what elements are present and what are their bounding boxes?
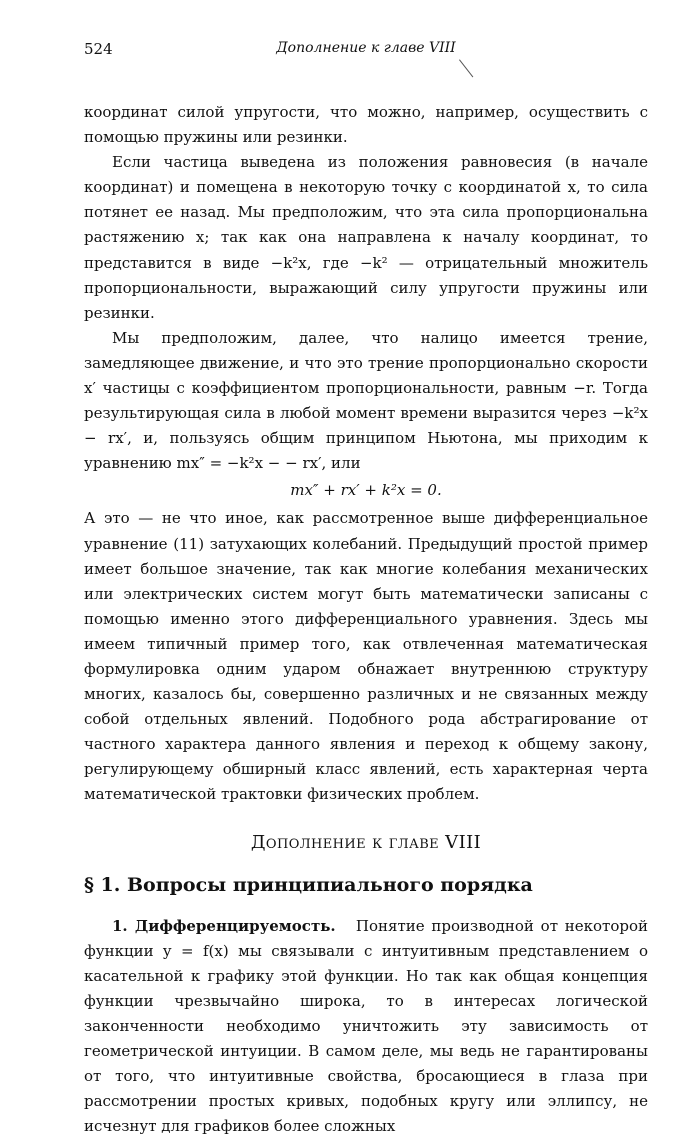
paragraph-differentiability [84, 914, 648, 1140]
running-title: Дополнение к главе VIII [276, 40, 456, 56]
paragraph-continued: координат силой упругости, что можно, например, осуществить с помощью пружины или резинки. [84, 103, 648, 147]
book-page [84, 40, 648, 1140]
damped-oscillation-equation: mx″ + rx′ + k²x = 0. [290, 481, 442, 500]
paragraph-friction: Мы предположим, далее, что налицо имеется трение, замедляющее движение, и что это трение пропорционально скорости x′ частицы с коэффициентом пропорциональности, равным −r. Тогда результирующая сила в любой момент времени выразится через −k²x − rx′, и, пользуясь общим принципом Ньютона, мы приходим к уравнению mx″ = −k²x − − rx′, или [84, 328, 648, 473]
paragraph-differentiability-text: Понятие производной от некоторой функции y = f(x) мы связывали с интуитивным представлением о касательной к графику этой функции. Но так как общая концепция функции чрезвычайно широка, то в интересах логической законченности необходимо уничтожить эту зависимость от геометрической интуиции. В самом деле, мы ведь не гарантированы от того, что интуитивные свойства, бросающиеся в глаза при рассмотрении простых кривых, подобных кругу или эллипсу, не исчезнут для графиков более сложных [84, 916, 648, 1136]
paragraph-equilibrium: Если частица выведена из положения равновесия (в начале координат) и помещена в некоторую точку с координатой x, то сила потянет ее назад. Мы предположим, что эта сила пропорциональна растяжению x; так как она направлена к началу координат, то представится в виде −k²x, где −k² — отрицательный множитель пропорциональности, выражающий силу упругости пружины или резинки. [84, 153, 648, 322]
section-title: § 1. Вопросы принципиального порядка [84, 873, 533, 896]
appendix-title: Дополнение к главе VIII [250, 831, 482, 853]
paragraph-abstraction: А это — не что иное, как рассмотренное выше дифференциальное уравнение (11) затухающих колебаний. Предыдущий простой пример имеет большое значение, так как многие колебания механических или электрических систем могут быть математически записаны с помощью именно этого дифференциального уравнения. Здесь мы имеем типичный пример того, как отвлеченная математическая формулировка одним ударом обнажает внутреннюю структуру многих, казалось бы, совершенно различных и не связанных между собой отдельных явлений. Подобного рода абстрагирование от частного характера данного явления и переход к общему закону, регулирующему обширный класс явлений, есть характерная черта математической трактовки физических проблем. [84, 509, 648, 804]
pen-mark [459, 59, 473, 77]
subsection-title: 1. Дифференцируемость. [112, 916, 336, 935]
page-header [84, 40, 648, 64]
page-number: 524 [84, 40, 113, 58]
page-body [84, 100, 648, 1140]
